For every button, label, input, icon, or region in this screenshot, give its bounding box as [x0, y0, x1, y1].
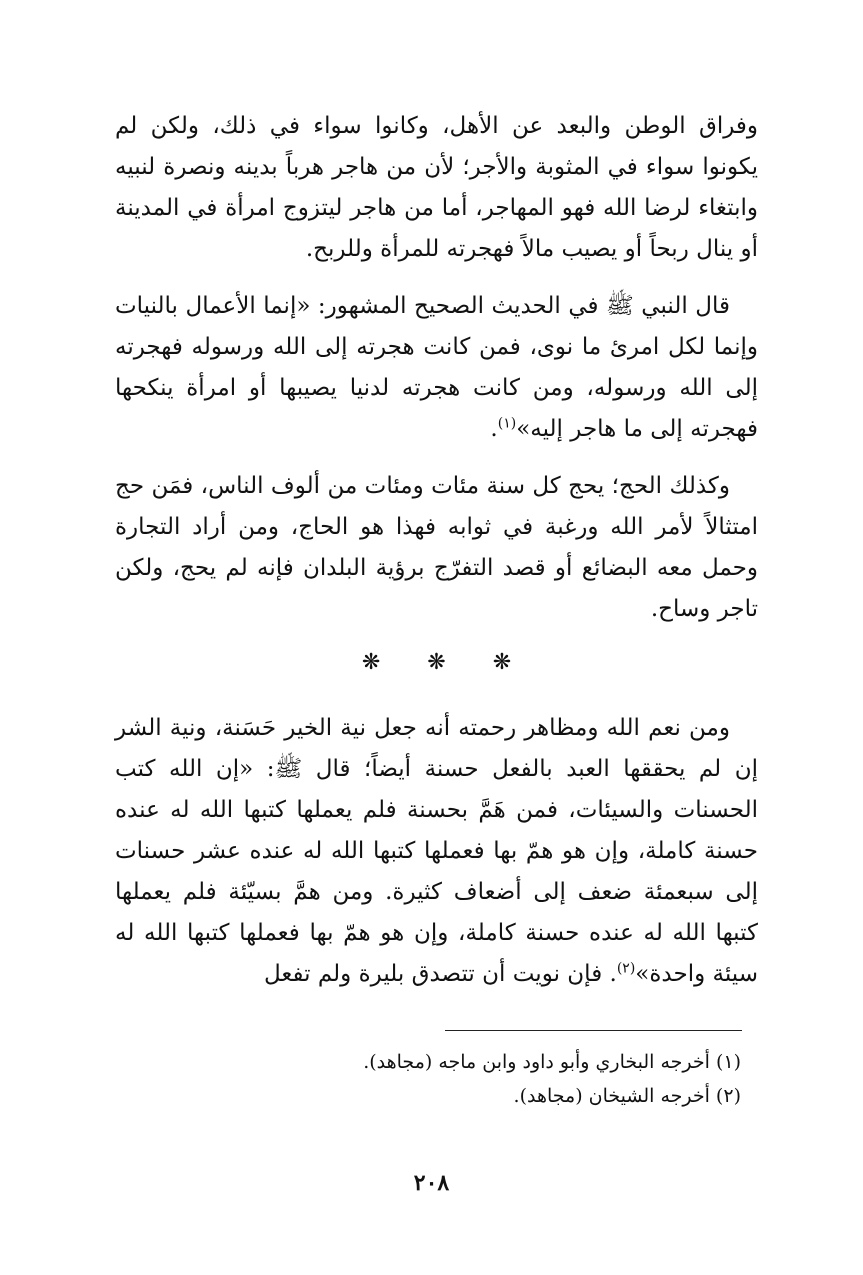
footnote-1: (١) أخرجه البخاري وأبو داود وابن ماجه (مجاهد).: [363, 1051, 741, 1073]
paragraph-4-text: ومن نعم الله ومظاهر رحمته أنه جعل نية الخير حَسَنة، ونية الشر إن لم يحققها العبد بالفعل حسنة أيضاً؛ قال ﷺ: «إن الله كتب الحسنات والسيئات، فمن هَمَّ بحسنة فلم يعملها كتبها الله له عنده حسنة كاملة، وإن هو همّ بها فعملها كتبها الله له عنده عشر حسنات إلى سبعمئة ضعف إلى أضعاف كثيرة. ومن همَّ بسيّئة فلم يعملها كتبها الله له عنده حسنة كاملة، وإن هو همّ بها فعملها كتبها الله له سيئة واحدة»: [115, 715, 758, 987]
footnotes: [181, 1045, 741, 1113]
footnote-ref-1[interactable]: (١): [497, 415, 517, 432]
footnote-divider: [445, 1030, 742, 1031]
paragraph-2-tail: .: [490, 416, 498, 442]
section-separator: ❋ ❋ ❋: [361, 650, 532, 675]
paragraph-2-text: قال النبي ﷺ في الحديث الصحيح المشهور: «إنما الأعمال بالنيات وإنما لكل امرئ ما نوى، فمن كانت هجرته إلى الله ورسوله فهجرته إلى الله ورسوله، ومن كانت هجرته لدنيا يصيبها أو امرأة ينكحها فهجرته إلى ما هاجر إليه»: [115, 293, 758, 442]
paragraph-1: [115, 106, 758, 270]
footnote-ref-2[interactable]: (٢): [616, 960, 636, 977]
paragraph-1-text: وفراق الوطن والبعد عن الأهل، وكانوا سواء في ذلك، ولكن لم يكونوا سواء في المثوبة والأجر؛ لأن من هاجر هرباً بدينه ونصرة لنبيه وابتغاء لرضا الله فهو المهاجر، أما من هاجر ليتزوج امرأة في المدينة أو ينال ربحاً أو يصيب مالاً فهجرته للمرأة وللربح.: [115, 113, 759, 262]
page-number: ٢٠٨: [413, 1170, 450, 1196]
paragraph-2: [115, 286, 758, 450]
paragraph-4-tail: . فإن نويت أن تتصدق بليرة ولم تفعل: [264, 961, 617, 987]
paragraph-4: [115, 708, 758, 995]
paragraph-3-text: وكذلك الحج؛ يحج كل سنة مئات ومئات من ألوف الناس، فمَن حج امتثالاً لأمر الله ورغبة في ثوابه فهذا هو الحاج، ومن أراد التجارة وحمل معه البضائع أو قصد التفرّج برؤية البلدان فإنه لم يحج، ولكن تاجر وساح.: [115, 473, 758, 622]
paragraph-3: [115, 466, 758, 630]
footnote-2: (٢) أخرجه الشيخان (مجاهد).: [513, 1085, 741, 1107]
page-body: [115, 106, 758, 1011]
